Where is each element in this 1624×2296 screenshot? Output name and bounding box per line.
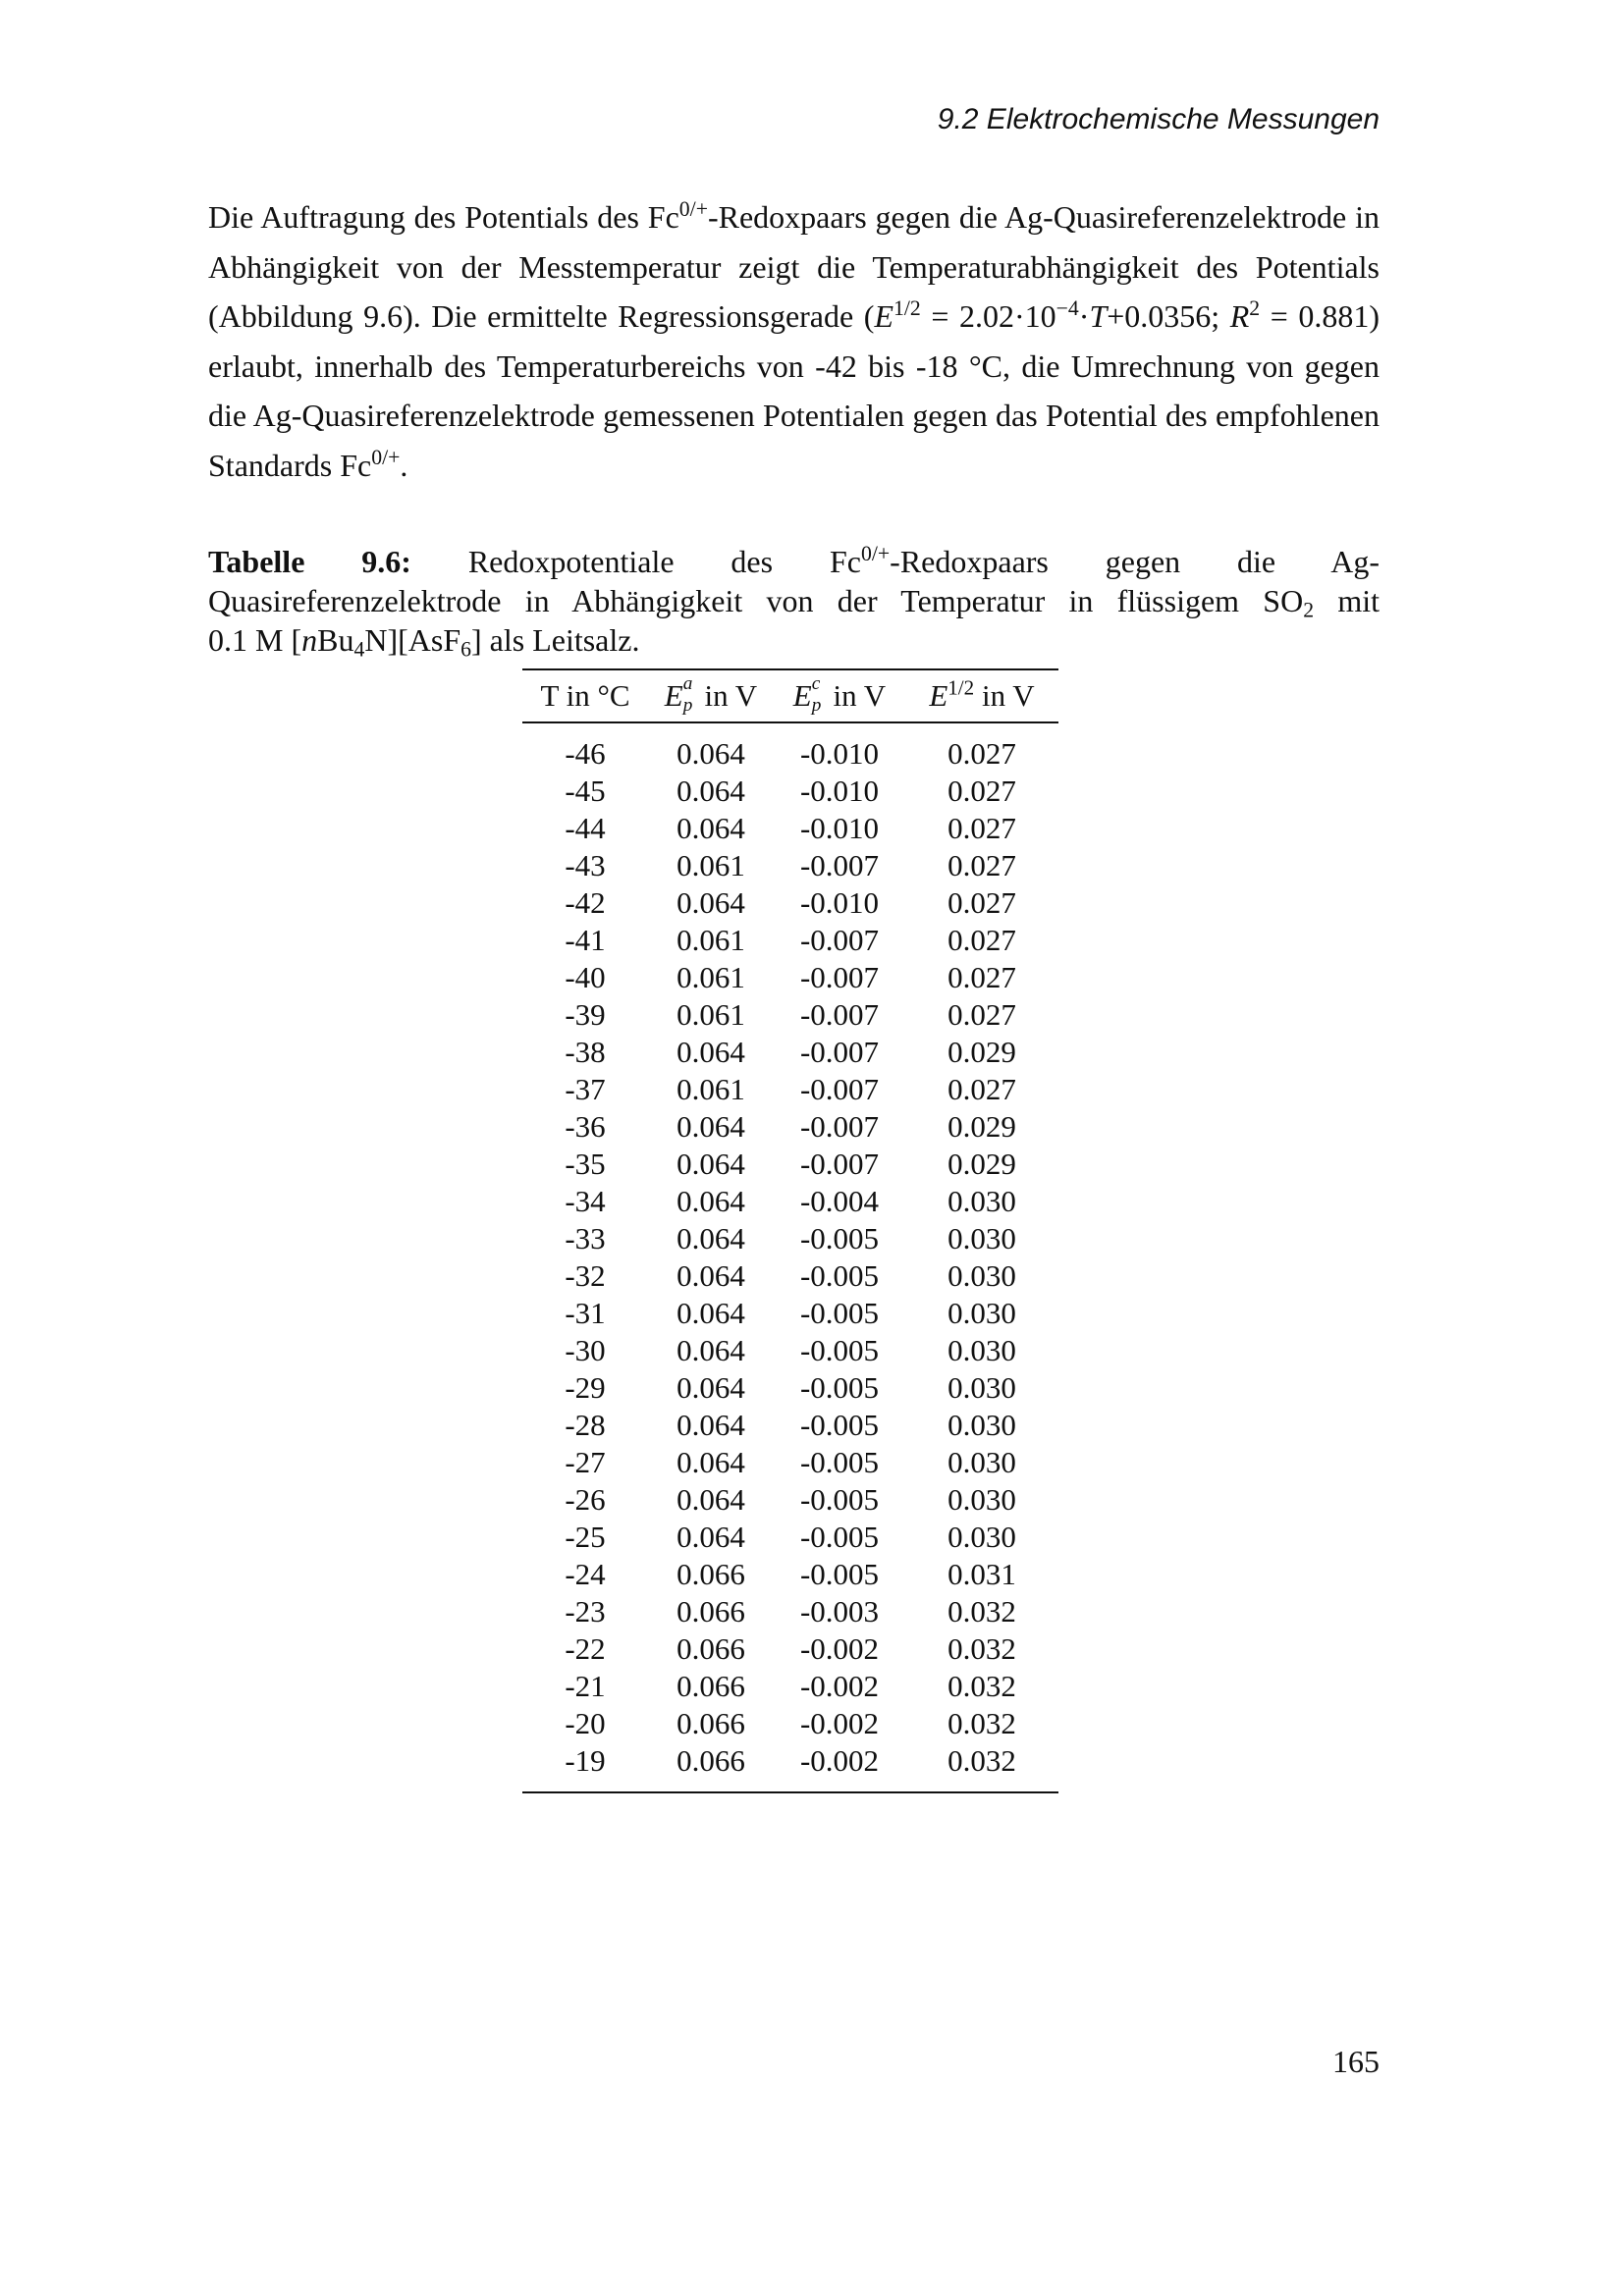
body-paragraph: Die Auftragung des Potentials des $Fc^{0/+}$-Redoxpaars gegen die Ag-Quasireferenzelektrode in Abhängigkeit von der Messtemperatur zeigt die Temperaturabhängigkeit des Potentials (Abbildung 9.6). Die ermittelte Regressionsgerade ($E^{1/2} = 2.02\cdot 10^{-4}\cdot T+0.0356$; $R^2 = 0.881$) erlaubt, innerhalb des Temperaturbereichs von -42 bis -18 °C, die Umrechnung von gegen die Ag-Quasireferenzelektrode gemessenen Potentialen gegen das Potential des empfohlenen Standards $Fc^{0/+}$.	[208, 197, 1380, 483]
cell-half-wave: 0.032	[947, 1631, 1016, 1666]
table-row	[522, 1668, 1058, 1705]
page-number: 165	[1332, 2044, 1380, 2079]
cell-anodic-peak: 0.061	[677, 960, 745, 994]
cell-temperature: -46	[565, 736, 606, 771]
cell-anodic-peak: 0.066	[677, 1594, 745, 1629]
caption-label: Tabelle 9.6:	[208, 544, 411, 579]
caption-line-2: Quasireferenzelektrode in Abhängigkeit von der Temperatur in flüssigem $SO_2$ mit	[208, 583, 1380, 622]
cell-half-wave: 0.030	[947, 1482, 1016, 1517]
cell-anodic-peak: 0.061	[677, 923, 745, 957]
table-body	[522, 722, 1058, 1792]
table-row	[522, 1183, 1058, 1220]
cell-anodic-peak: 0.066	[648, 1742, 774, 1792]
cell-cathodic-peak: -0.005	[799, 1333, 880, 1367]
cell-half-wave: 0.027	[947, 997, 1016, 1032]
cell-anodic-peak: 0.066	[677, 1557, 745, 1591]
cell-temperature: -23	[565, 1594, 606, 1629]
table-row	[522, 1369, 1058, 1407]
table-row	[522, 1295, 1058, 1332]
cell-half-wave: 0.030	[947, 1370, 1016, 1405]
cell-half-wave: 0.032	[947, 1706, 1016, 1740]
cell-temperature: -26	[565, 1482, 606, 1517]
cell-half-wave: 0.030	[947, 1296, 1016, 1330]
cell-cathodic-peak: -0.007	[799, 960, 880, 994]
cell-cathodic-peak: -0.005	[799, 1370, 880, 1405]
cell-half-wave: 0.027	[947, 885, 1016, 920]
cell-half-wave: 0.027	[947, 811, 1016, 845]
table-row	[522, 922, 1058, 959]
cell-half-wave: 0.027	[947, 1072, 1016, 1106]
table-row	[522, 884, 1058, 922]
table-row	[522, 1146, 1058, 1183]
cell-temperature: -25	[565, 1520, 606, 1554]
cell-anodic-peak: 0.064	[677, 774, 745, 808]
cell-anodic-peak: 0.064	[677, 1147, 745, 1181]
cell-temperature: -28	[565, 1408, 606, 1442]
cell-cathodic-peak: -0.007	[799, 1072, 880, 1106]
cell-anodic-peak: 0.064	[677, 1482, 745, 1517]
cell-anodic-peak: 0.064	[677, 1445, 745, 1479]
cell-anodic-peak: 0.064	[677, 1109, 745, 1144]
table-row	[522, 847, 1058, 884]
cell-cathodic-peak: -0.002	[774, 1742, 905, 1792]
caption-line-1: Tabelle 9.6: Redoxpotentiale des $Fc^{0/+}$-Redoxpaars gegen die Ag-	[208, 542, 1380, 579]
cell-half-wave: 0.029	[947, 1035, 1016, 1069]
table-row	[522, 1742, 1058, 1792]
table-row	[522, 722, 1058, 773]
cell-temperature: -27	[565, 1445, 606, 1479]
cell-half-wave: 0.030	[947, 1258, 1016, 1293]
cell-half-wave: 0.030	[947, 1333, 1016, 1367]
table-row	[522, 1332, 1058, 1369]
table-row	[522, 1257, 1058, 1295]
cell-temperature: -34	[565, 1184, 606, 1218]
cell-cathodic-peak: -0.007	[799, 997, 880, 1032]
cell-anodic-peak: 0.064	[677, 811, 745, 845]
cell-temperature: -31	[565, 1296, 606, 1330]
header-cathodic-peak: E c p in V	[774, 669, 905, 722]
cell-anodic-peak: 0.064	[677, 1258, 745, 1293]
cell-half-wave: 0.031	[947, 1557, 1016, 1591]
table-row	[522, 1630, 1058, 1668]
cell-anodic-peak: 0.064	[677, 1221, 745, 1255]
table-row	[522, 810, 1058, 847]
cell-cathodic-peak: -0.002	[799, 1669, 880, 1703]
cell-cathodic-peak: -0.005	[799, 1221, 880, 1255]
table-row	[522, 1220, 1058, 1257]
cell-half-wave: 0.030	[947, 1445, 1016, 1479]
cell-cathodic-peak: -0.010	[799, 736, 880, 771]
cell-temperature: -44	[565, 811, 606, 845]
header-temperature: T in °C	[522, 669, 648, 722]
cell-half-wave: 0.030	[947, 1520, 1016, 1554]
header-half-wave: $E^{1/2}$ in V	[905, 669, 1058, 722]
cell-anodic-peak: 0.066	[677, 1631, 745, 1666]
cell-anodic-peak: 0.066	[677, 1706, 745, 1740]
cell-cathodic-peak: -0.005	[799, 1258, 880, 1293]
cell-half-wave: 0.032	[905, 1742, 1058, 1792]
running-header: 9.2 Elektrochemische Messungen	[937, 103, 1380, 135]
table-row	[522, 996, 1058, 1034]
cell-half-wave: 0.027	[947, 848, 1016, 882]
cell-anodic-peak: 0.064	[677, 1184, 745, 1218]
cell-anodic-peak: 0.064	[677, 1035, 745, 1069]
cell-cathodic-peak: -0.007	[799, 848, 880, 882]
cell-anodic-peak: 0.064	[677, 1520, 745, 1554]
cell-anodic-peak: 0.064	[677, 1296, 745, 1330]
cell-half-wave: 0.029	[947, 1147, 1016, 1181]
cell-temperature: -29	[565, 1370, 606, 1405]
header-anodic-peak: E a p in V	[648, 669, 774, 722]
cell-anodic-peak: 0.061	[677, 997, 745, 1032]
cell-temperature: -33	[565, 1221, 606, 1255]
cell-cathodic-peak: -0.007	[799, 1109, 880, 1144]
cell-temperature: -41	[565, 923, 606, 957]
cell-anodic-peak: 0.061	[677, 848, 745, 882]
cell-cathodic-peak: -0.005	[799, 1296, 880, 1330]
table-row	[522, 1108, 1058, 1146]
table-row	[522, 1519, 1058, 1556]
table-caption	[208, 542, 1380, 660]
cell-cathodic-peak: -0.007	[799, 923, 880, 957]
cell-temperature: -35	[565, 1147, 606, 1181]
cell-cathodic-peak: -0.010	[799, 774, 880, 808]
cell-cathodic-peak: -0.002	[799, 1706, 880, 1740]
cell-temperature: -37	[565, 1072, 606, 1106]
cell-half-wave: 0.027	[947, 774, 1016, 808]
cell-temperature: -19	[522, 1742, 648, 1792]
cell-cathodic-peak: -0.005	[799, 1557, 880, 1591]
cell-temperature: -45	[565, 774, 606, 808]
cell-temperature: -36	[565, 1109, 606, 1144]
table-row	[522, 1444, 1058, 1481]
cell-half-wave: 0.030	[947, 1184, 1016, 1218]
cell-anodic-peak: 0.064	[677, 736, 745, 771]
table-row	[522, 1071, 1058, 1108]
cell-anodic-peak: 0.064	[677, 1333, 745, 1367]
cell-temperature: -38	[565, 1035, 606, 1069]
table-header-row	[522, 669, 1058, 722]
cell-cathodic-peak: -0.005	[799, 1482, 880, 1517]
cell-half-wave: 0.027	[947, 736, 1016, 771]
table-row	[522, 773, 1058, 810]
cell-cathodic-peak: -0.004	[799, 1184, 880, 1218]
cell-cathodic-peak: -0.010	[799, 885, 880, 920]
table-row	[522, 1593, 1058, 1630]
cell-temperature: -20	[565, 1706, 606, 1740]
cell-half-wave: 0.030	[947, 1408, 1016, 1442]
cell-temperature: -30	[565, 1333, 606, 1367]
cell-anodic-peak: 0.066	[677, 1669, 745, 1703]
cell-cathodic-peak: -0.005	[799, 1445, 880, 1479]
cell-half-wave: 0.027	[947, 960, 1016, 994]
cell-half-wave: 0.030	[947, 1221, 1016, 1255]
cell-temperature: -24	[565, 1557, 606, 1591]
cell-half-wave: 0.027	[947, 923, 1016, 957]
cell-cathodic-peak: -0.005	[799, 1408, 880, 1442]
cell-cathodic-peak: -0.003	[799, 1594, 880, 1629]
cell-temperature: -22	[565, 1631, 606, 1666]
table-row	[522, 1034, 1058, 1071]
cell-anodic-peak: 0.064	[677, 1408, 745, 1442]
cell-temperature: -40	[565, 960, 606, 994]
table-row	[522, 1481, 1058, 1519]
redox-potential-table	[522, 668, 1058, 1793]
cell-anodic-peak: 0.064	[677, 885, 745, 920]
cell-temperature: -32	[565, 1258, 606, 1293]
cell-half-wave: 0.032	[947, 1594, 1016, 1629]
table-row	[522, 959, 1058, 996]
cell-cathodic-peak: -0.005	[799, 1520, 880, 1554]
cell-cathodic-peak: -0.002	[799, 1631, 880, 1666]
cell-anodic-peak: 0.064	[677, 1370, 745, 1405]
cell-temperature: -39	[565, 997, 606, 1032]
cell-temperature: -43	[565, 848, 606, 882]
cell-temperature: -42	[565, 885, 606, 920]
table-row	[522, 1556, 1058, 1593]
cell-cathodic-peak: -0.010	[799, 811, 880, 845]
caption-line-3: 0.1 M [nBu$_4$N][AsF$_6$] als Leitsalz.	[208, 622, 640, 662]
cell-temperature: -21	[565, 1669, 606, 1703]
cell-cathodic-peak: -0.007	[799, 1147, 880, 1181]
cell-anodic-peak: 0.061	[677, 1072, 745, 1106]
cell-cathodic-peak: -0.007	[799, 1035, 880, 1069]
table-row	[522, 1407, 1058, 1444]
cell-half-wave: 0.029	[947, 1109, 1016, 1144]
cell-half-wave: 0.032	[947, 1669, 1016, 1703]
table-row	[522, 1705, 1058, 1742]
